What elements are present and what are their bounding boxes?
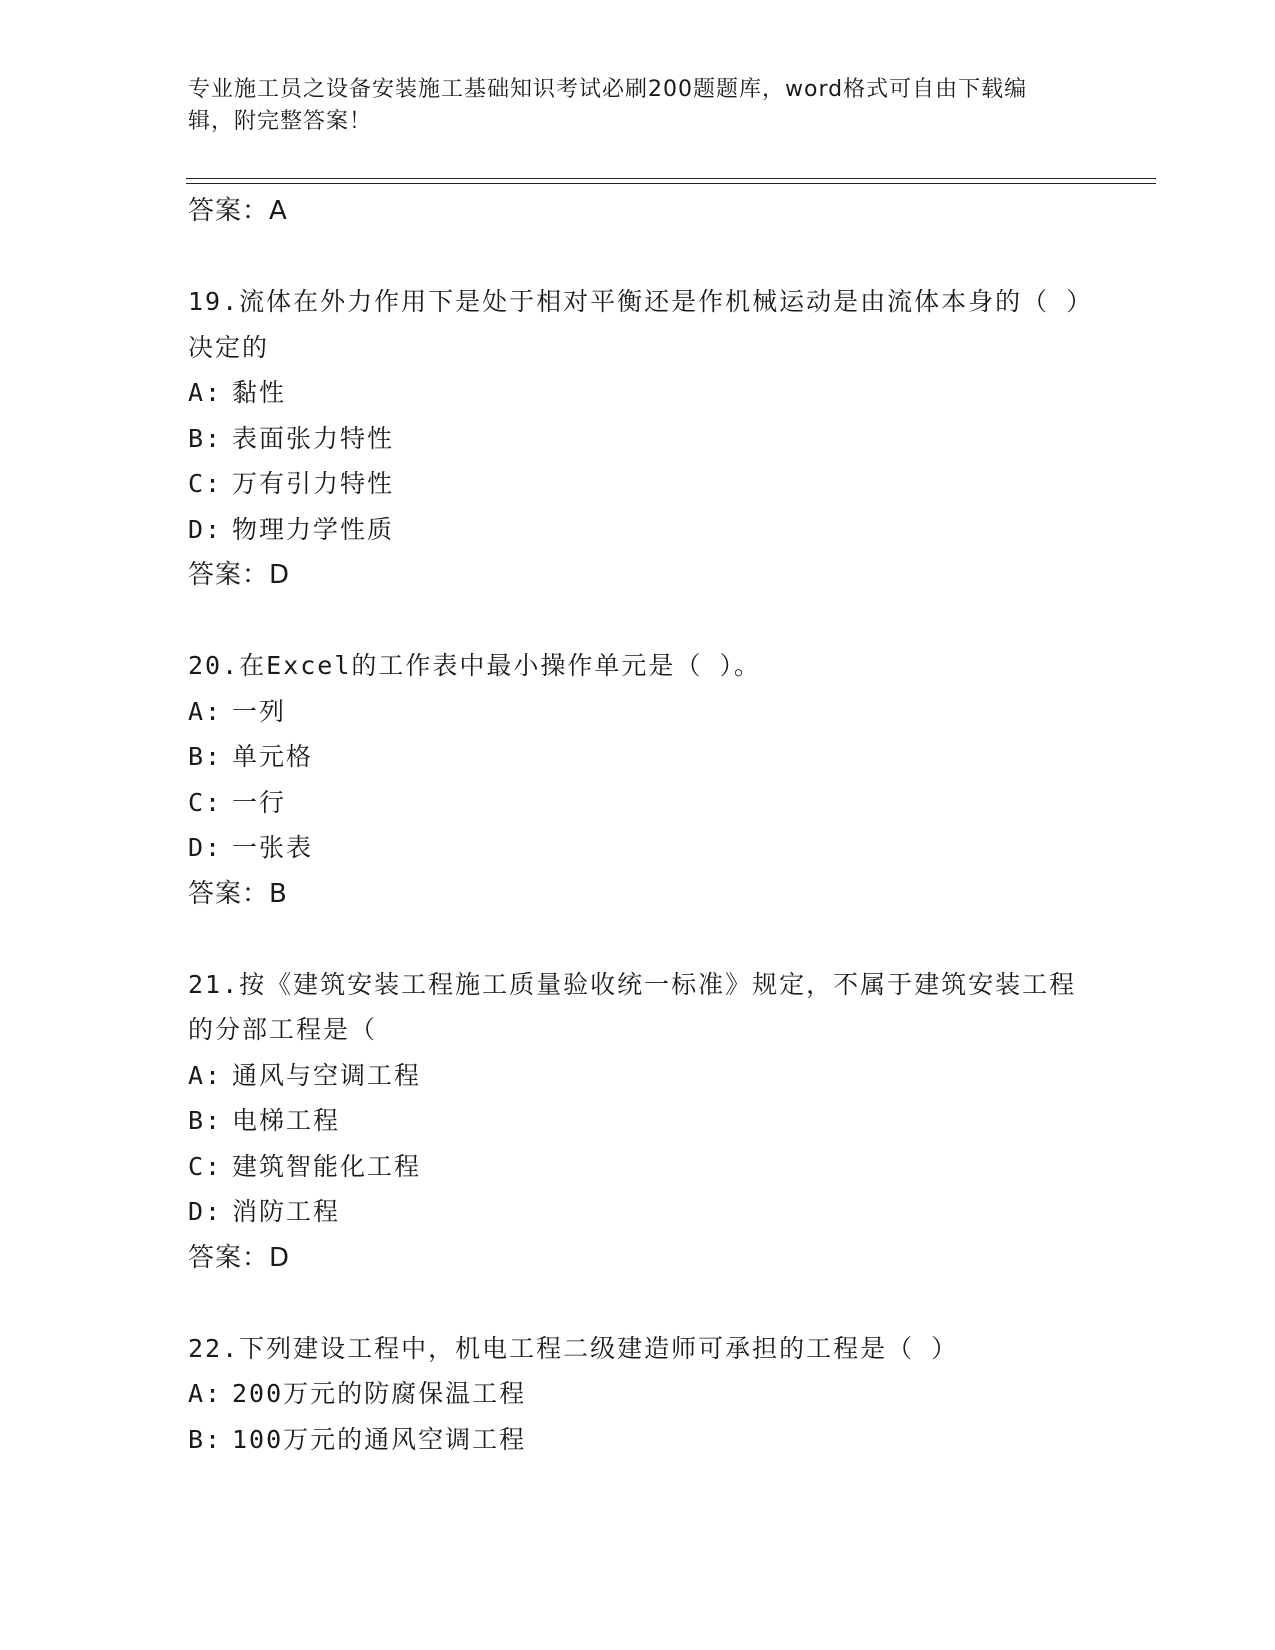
option-key: C:	[188, 469, 223, 498]
header-divider-top	[186, 178, 1156, 179]
question-list	[188, 188, 1088, 1462]
answer-line: 答案：B	[188, 878, 288, 909]
page-header: 专业施工员之设备安装施工基础知识考试必刷200题题库，word格式可自由下载编辑，附完整答案！	[188, 77, 1028, 134]
option-d	[188, 507, 1088, 553]
option-key: A:	[188, 696, 223, 726]
question-stem: 22.下列建设工程中，机电工程二级建造师可承担的工程是（ ）	[188, 1333, 959, 1363]
answer-line: 答案：D	[188, 1242, 291, 1273]
option-b	[188, 1098, 1088, 1144]
question-block	[188, 643, 1088, 917]
option-text: 黏性	[232, 378, 287, 407]
option-text: 一行	[232, 787, 287, 817]
question-stem: 21.按《建筑安装工程施工质量验收统一标准》规定，不属于建筑安装工程的分部工程是（	[188, 969, 1077, 1044]
option-a	[188, 1053, 1088, 1099]
question-block	[188, 1326, 1088, 1463]
option-d	[188, 825, 1088, 871]
option-text: 一列	[232, 696, 287, 726]
option-key: D:	[188, 514, 223, 544]
option-text: 物理力学性质	[232, 514, 395, 544]
option-key: B:	[188, 1424, 223, 1454]
option-key: D:	[188, 833, 223, 862]
option-key: B:	[188, 1106, 223, 1135]
question-block	[188, 279, 1088, 598]
option-text: 电梯工程	[232, 1106, 341, 1135]
question-stem: 19.流体在外力作用下是处于相对平衡还是作机械运动是由流体本身的（ ）决定的	[188, 287, 1081, 362]
option-key: A:	[188, 378, 223, 407]
option-key: D:	[188, 1197, 223, 1226]
option-text: 表面张力特性	[232, 423, 395, 453]
option-b	[188, 1417, 1088, 1463]
answer-line: 答案：D	[188, 560, 291, 590]
option-key: C:	[188, 787, 223, 817]
option-text: 一张表	[232, 833, 314, 862]
option-text: 单元格	[232, 742, 314, 771]
option-a	[188, 1371, 1088, 1417]
option-text: 200万元的防腐保温工程	[232, 1379, 527, 1408]
option-key: A:	[188, 1379, 223, 1408]
option-c	[188, 1144, 1088, 1190]
option-key: A:	[188, 1060, 223, 1090]
option-a	[188, 689, 1088, 735]
option-c	[188, 780, 1088, 826]
option-key: B:	[188, 742, 223, 771]
option-b	[188, 734, 1088, 780]
option-d	[188, 1189, 1088, 1235]
answer-line: 答案：A	[188, 196, 288, 226]
option-text: 万有引力特性	[232, 469, 395, 498]
option-key: B:	[188, 423, 223, 453]
option-text: 100万元的通风空调工程	[232, 1424, 527, 1454]
option-text: 建筑智能化工程	[232, 1151, 422, 1181]
option-b	[188, 416, 1088, 462]
option-key: C:	[188, 1151, 223, 1181]
option-text: 通风与空调工程	[232, 1060, 422, 1090]
question-block	[188, 962, 1088, 1281]
header-divider-bottom	[186, 183, 1156, 184]
option-text: 消防工程	[232, 1197, 341, 1226]
question-stem: 20.在Excel的工作表中最小操作单元是（ ）。	[188, 651, 761, 680]
option-c	[188, 461, 1088, 507]
option-a	[188, 370, 1088, 416]
